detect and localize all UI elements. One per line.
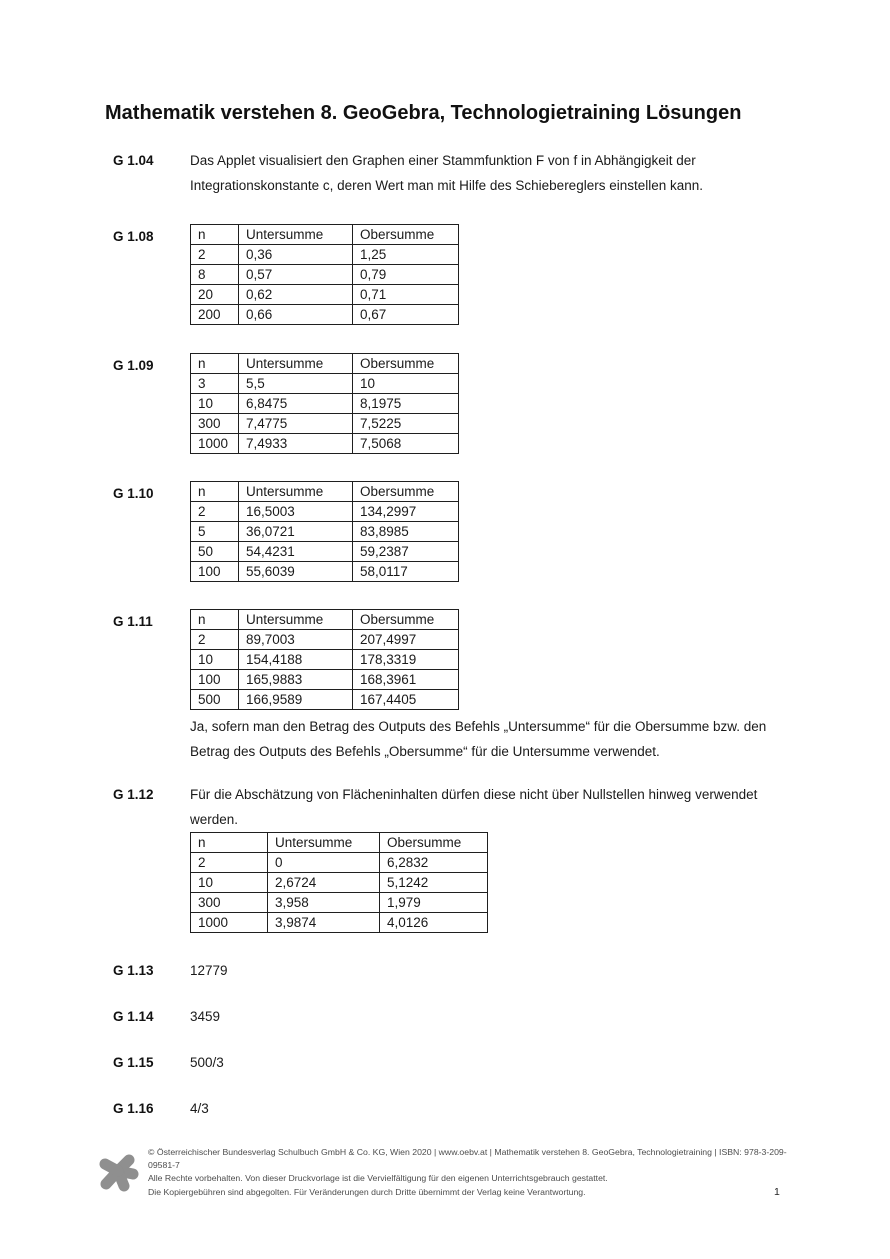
table-cell: 59,2387 (353, 542, 459, 562)
table-row (191, 630, 459, 650)
table-cell: 8 (191, 265, 239, 285)
table-row (191, 285, 459, 305)
column-header: Untersumme (239, 482, 353, 502)
table-cell: 7,5225 (353, 414, 459, 434)
sums-table (190, 832, 488, 933)
section-g1-10 (105, 481, 805, 582)
table-cell: 300 (191, 414, 239, 434)
table-row (191, 670, 459, 690)
table-cell: 1,979 (380, 893, 488, 913)
exercise-label: G 1.14 (113, 1009, 154, 1024)
table-cell: 167,4405 (353, 690, 459, 710)
table-cell: 0,57 (239, 265, 353, 285)
table-cell: 6,2832 (380, 853, 488, 873)
table-row (191, 873, 488, 893)
table-cell: 10 (191, 873, 268, 893)
table-cell: 4,0126 (380, 913, 488, 933)
column-header: Obersumme (353, 610, 459, 630)
exercise-label: G 1.09 (113, 358, 154, 373)
table-cell: 5,5 (239, 374, 353, 394)
table-cell: 3,958 (268, 893, 380, 913)
table-cell: 3,9874 (268, 913, 380, 933)
table-cell: 0,67 (353, 305, 459, 325)
section-g1-11 (105, 609, 805, 764)
table-cell: 200 (191, 305, 239, 325)
table-cell: 2 (191, 853, 268, 873)
footer-line: Alle Rechte vorbehalten. Von dieser Druckvorlage ist die Vervielfältigung für den eigenen Unterrichtsgebrauch gestattet. (148, 1173, 608, 1184)
sums-table (190, 481, 459, 582)
table-cell: 0,66 (239, 305, 353, 325)
footer-line: Die Kopiergebühren sind abgegolten. Für Veränderungen durch Dritte übernimmt der Verlag keine Verantwortung. (148, 1186, 586, 1197)
table-row (191, 394, 459, 414)
table-cell: 7,5068 (353, 434, 459, 454)
table-cell: 2 (191, 502, 239, 522)
table-row (191, 502, 459, 522)
table-cell: 0,71 (353, 285, 459, 305)
exercise-label: G 1.08 (113, 229, 154, 244)
footer-line: © Österreichischer Bundesverlag Schulbuch GmbH & Co. KG, Wien 2020 | www.oebv.at | Mathematik verstehen 8. GeoGebra, Technologietraining | ISBN: 978-3-209-09581-7 (148, 1147, 787, 1171)
table-cell: 58,0117 (353, 562, 459, 582)
exercise-label: G 1.13 (113, 963, 154, 978)
exercise-label: G 1.15 (113, 1055, 154, 1070)
table-cell: 500 (191, 690, 239, 710)
table-header-row (191, 610, 459, 630)
exercise-label: G 1.04 (113, 153, 154, 168)
table-row (191, 562, 459, 582)
footer-imprint (148, 1146, 808, 1199)
sums-table (190, 609, 459, 710)
section-g1-08 (105, 224, 805, 325)
table-header-row (191, 354, 459, 374)
exercise-answer-text: 12779 (190, 963, 228, 978)
table-cell: 166,9589 (239, 690, 353, 710)
column-header: n (191, 833, 268, 853)
table-cell: 6,8475 (239, 394, 353, 414)
table-cell: 5 (191, 522, 239, 542)
exercise-answer-text: 4/3 (190, 1101, 209, 1116)
table-cell: 0,36 (239, 245, 353, 265)
table-cell: 0 (268, 853, 380, 873)
column-header: n (191, 482, 239, 502)
column-header: Obersumme (353, 225, 459, 245)
table-row (191, 690, 459, 710)
table-cell: 50 (191, 542, 239, 562)
section-g1-15 (105, 1050, 805, 1075)
table-cell: 1000 (191, 434, 239, 454)
page-title: Mathematik verstehen 8. GeoGebra, Technologietraining Lösungen (105, 102, 742, 124)
sums-table (190, 224, 459, 325)
table-cell: 2 (191, 630, 239, 650)
column-header: Untersumme (239, 610, 353, 630)
table-cell: 154,4188 (239, 650, 353, 670)
section-g1-16 (105, 1096, 805, 1121)
section-g1-12 (105, 782, 805, 933)
exercise-answer-text: Das Applet visualisiert den Graphen einer Stammfunktion F von f in Abhängigkeit der Integrationskonstante c, deren Wert man mit Hilfe des Schiebereglers einstellen kann. (190, 153, 704, 193)
table-cell: 16,5003 (239, 502, 353, 522)
table-cell: 10 (191, 650, 239, 670)
table-cell: 134,2997 (353, 502, 459, 522)
table-cell: 207,4997 (353, 630, 459, 650)
table-cell: 8,1975 (353, 394, 459, 414)
table-cell: 300 (191, 893, 268, 913)
table-row (191, 245, 459, 265)
table-cell: 1,25 (353, 245, 459, 265)
table-row (191, 305, 459, 325)
page-number: 1 (774, 1186, 780, 1198)
table-row (191, 265, 459, 285)
column-header: n (191, 354, 239, 374)
section-g1-14 (105, 1004, 805, 1029)
exercise-answer-text: 3459 (190, 1009, 221, 1024)
table-cell: 168,3961 (353, 670, 459, 690)
table-row (191, 650, 459, 670)
column-header: Untersumme (268, 833, 380, 853)
table-cell: 0,62 (239, 285, 353, 305)
column-header: n (191, 610, 239, 630)
column-header: Obersumme (353, 482, 459, 502)
table-cell: 2,6724 (268, 873, 380, 893)
table-cell: 20 (191, 285, 239, 305)
table-row (191, 853, 488, 873)
table-header-row (191, 225, 459, 245)
table-cell: 1000 (191, 913, 268, 933)
table-row (191, 414, 459, 434)
table-cell: 36,0721 (239, 522, 353, 542)
section-g1-04 (105, 148, 805, 198)
exercise-label: G 1.12 (113, 787, 154, 802)
exercise-label: G 1.16 (113, 1101, 154, 1116)
table-cell: 5,1242 (380, 873, 488, 893)
exercise-answer-text: 500/3 (190, 1055, 224, 1070)
section-g1-13 (105, 958, 805, 983)
table-header-row (191, 833, 488, 853)
table-cell: 3 (191, 374, 239, 394)
document-content (105, 100, 805, 1121)
table-row (191, 893, 488, 913)
column-header: Untersumme (239, 225, 353, 245)
table-cell: 10 (353, 374, 459, 394)
exercise-label: G 1.11 (113, 614, 153, 629)
exercise-answer-text: Ja, sofern man den Betrag des Outputs des Befehls „Untersumme“ für die Obersumme bzw. den Betrag des Outputs des Befehls „Obersumme“ für die Untersumme verwendet. (190, 719, 767, 759)
table-cell: 0,79 (353, 265, 459, 285)
table-row (191, 434, 459, 454)
table-row (191, 374, 459, 394)
section-g1-09 (105, 353, 805, 454)
column-header: Obersumme (353, 354, 459, 374)
sums-table (190, 353, 459, 454)
exercise-answer-text: Für die Abschätzung von Flächeninhalten dürfen diese nicht über Nullstellen hinweg verwendet werden. (190, 787, 758, 827)
table-cell: 7,4933 (239, 434, 353, 454)
table-cell: 165,9883 (239, 670, 353, 690)
table-cell: 178,3319 (353, 650, 459, 670)
table-cell: 83,8985 (353, 522, 459, 542)
table-cell: 54,4231 (239, 542, 353, 562)
exercise-label: G 1.10 (113, 486, 154, 501)
table-cell: 100 (191, 670, 239, 690)
column-header: Obersumme (380, 833, 488, 853)
table-cell: 10 (191, 394, 239, 414)
column-header: Untersumme (239, 354, 353, 374)
table-cell: 55,6039 (239, 562, 353, 582)
table-cell: 7,4775 (239, 414, 353, 434)
oebv-asterisk-logo-icon (98, 1146, 142, 1196)
table-row (191, 522, 459, 542)
column-header: n (191, 225, 239, 245)
table-row (191, 913, 488, 933)
table-cell: 89,7003 (239, 630, 353, 650)
table-cell: 2 (191, 245, 239, 265)
table-header-row (191, 482, 459, 502)
table-row (191, 542, 459, 562)
table-cell: 100 (191, 562, 239, 582)
